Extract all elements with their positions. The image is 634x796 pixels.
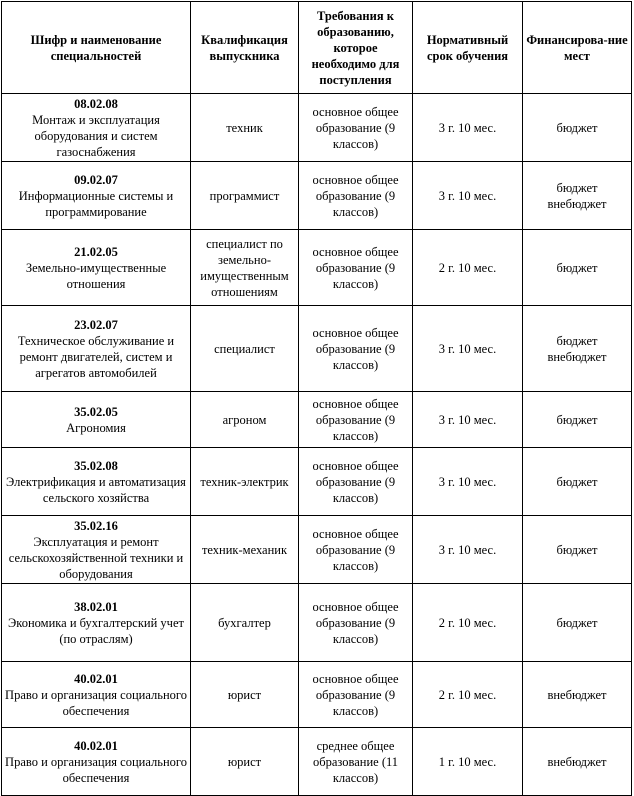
specialty-name: Агрономия: [66, 420, 126, 435]
table-row: [2, 94, 632, 162]
table-body: [2, 94, 632, 796]
qualification-cell: техник: [191, 94, 299, 162]
duration-cell: 2 г. 10 мес.: [413, 662, 523, 728]
header-specialty: Шифр и наименование специальностей: [2, 2, 191, 94]
duration-cell: 3 г. 10 мес.: [413, 162, 523, 230]
duration-cell: 3 г. 10 мес.: [413, 306, 523, 392]
funding-cell: [523, 728, 632, 796]
header-qualification: Квалификация выпускника: [191, 2, 299, 94]
funding-value: бюджет: [556, 333, 598, 348]
specialty-code: 08.02.08: [74, 96, 118, 111]
funding-cell: [523, 448, 632, 516]
specialty-name: Информационные системы и программирование: [18, 188, 174, 219]
funding-value: бюджет: [556, 120, 598, 135]
specialty-code: 35.02.08: [74, 458, 118, 473]
funding-cell: [523, 230, 632, 306]
header-row: [2, 2, 632, 94]
specialty-cell: [2, 306, 191, 392]
duration-cell: 3 г. 10 мес.: [413, 448, 523, 516]
specialty-cell: [2, 516, 191, 584]
requirement-cell: основное общее образование (9 классов): [299, 230, 413, 306]
specialty-cell: [2, 230, 191, 306]
table-row: [2, 662, 632, 728]
requirement-cell: основное общее образование (9 классов): [299, 162, 413, 230]
specialty-code: 23.02.07: [74, 317, 118, 332]
specialty-name: Право и организация социального обеспечения: [5, 687, 187, 718]
specialty-code: 40.02.01: [74, 671, 118, 686]
specialty-code: 35.02.16: [74, 518, 118, 533]
funding-cell: [523, 516, 632, 584]
specialty-cell: [2, 94, 191, 162]
specialty-name: Право и организация социального обеспечения: [5, 754, 187, 785]
table-row: [2, 230, 632, 306]
funding-value: внебюджет: [547, 754, 607, 769]
qualification-cell: юрист: [191, 728, 299, 796]
funding-value: внебюджет: [547, 349, 607, 364]
specialty-name: Экономика и бухгалтерский учет (по отраслям): [8, 615, 184, 646]
table-row: [2, 584, 632, 662]
table-row: [2, 306, 632, 392]
duration-cell: 1 г. 10 мес.: [413, 728, 523, 796]
duration-cell: 3 г. 10 мес.: [413, 94, 523, 162]
qualification-cell: специалист по земельно-имущественным отношениям: [191, 230, 299, 306]
specialty-name: Монтаж и эксплуатация оборудования и систем газоснабжения: [32, 112, 160, 159]
table-row: [2, 162, 632, 230]
qualification-cell: техник-механик: [191, 516, 299, 584]
duration-cell: 2 г. 10 мес.: [413, 584, 523, 662]
requirement-cell: основное общее образование (9 классов): [299, 516, 413, 584]
specialty-name: Электрификация и автоматизация сельского хозяйства: [6, 474, 186, 505]
table-row: [2, 448, 632, 516]
header-funding: Финансирова-ние мест: [523, 2, 632, 94]
funding-cell: [523, 306, 632, 392]
specialties-table: [1, 1, 632, 796]
specialty-cell: [2, 662, 191, 728]
header-duration: Нормативный срок обучения: [413, 2, 523, 94]
funding-value: бюджет: [556, 542, 598, 557]
qualification-cell: программист: [191, 162, 299, 230]
table-row: [2, 516, 632, 584]
funding-cell: [523, 94, 632, 162]
header-requirement: Требования к образованию, которое необходимо для поступления: [299, 2, 413, 94]
funding-value: бюджет: [556, 615, 598, 630]
specialty-cell: [2, 162, 191, 230]
qualification-cell: юрист: [191, 662, 299, 728]
qualification-cell: агроном: [191, 392, 299, 448]
funding-cell: [523, 392, 632, 448]
specialty-cell: [2, 392, 191, 448]
specialty-cell: [2, 728, 191, 796]
specialty-cell: [2, 584, 191, 662]
specialty-code: 35.02.05: [74, 404, 118, 419]
requirement-cell: среднее общее образование (11 классов): [299, 728, 413, 796]
funding-value: бюджет: [556, 412, 598, 427]
requirement-cell: основное общее образование (9 классов): [299, 94, 413, 162]
requirement-cell: основное общее образование (9 классов): [299, 392, 413, 448]
requirement-cell: основное общее образование (9 классов): [299, 306, 413, 392]
funding-cell: [523, 162, 632, 230]
table-row: [2, 392, 632, 448]
funding-value: внебюджет: [547, 687, 607, 702]
requirement-cell: основное общее образование (9 классов): [299, 448, 413, 516]
specialty-code: 21.02.05: [74, 244, 118, 259]
duration-cell: 3 г. 10 мес.: [413, 516, 523, 584]
qualification-cell: специалист: [191, 306, 299, 392]
funding-value: внебюджет: [547, 196, 607, 211]
specialty-code: 38.02.01: [74, 599, 118, 614]
funding-value: бюджет: [556, 260, 598, 275]
specialty-cell: [2, 448, 191, 516]
specialty-name: Техническое обслуживание и ремонт двигателей, систем и агрегатов автомобилей: [17, 333, 175, 380]
specialty-code: 40.02.01: [74, 738, 118, 753]
duration-cell: 2 г. 10 мес.: [413, 230, 523, 306]
qualification-cell: техник-электрик: [191, 448, 299, 516]
qualification-cell: бухгалтер: [191, 584, 299, 662]
requirement-cell: основное общее образование (9 классов): [299, 662, 413, 728]
funding-value: бюджет: [556, 474, 598, 489]
funding-cell: [523, 662, 632, 728]
specialty-name: Эксплуатация и ремонт сельскохозяйственной техники и оборудования: [8, 534, 184, 581]
duration-cell: 3 г. 10 мес.: [413, 392, 523, 448]
funding-value: бюджет: [556, 180, 598, 195]
table-row: [2, 728, 632, 796]
specialty-name: Земельно-имущественные отношения: [25, 260, 167, 291]
specialty-code: 09.02.07: [74, 172, 118, 187]
requirement-cell: основное общее образование (9 классов): [299, 584, 413, 662]
funding-cell: [523, 584, 632, 662]
